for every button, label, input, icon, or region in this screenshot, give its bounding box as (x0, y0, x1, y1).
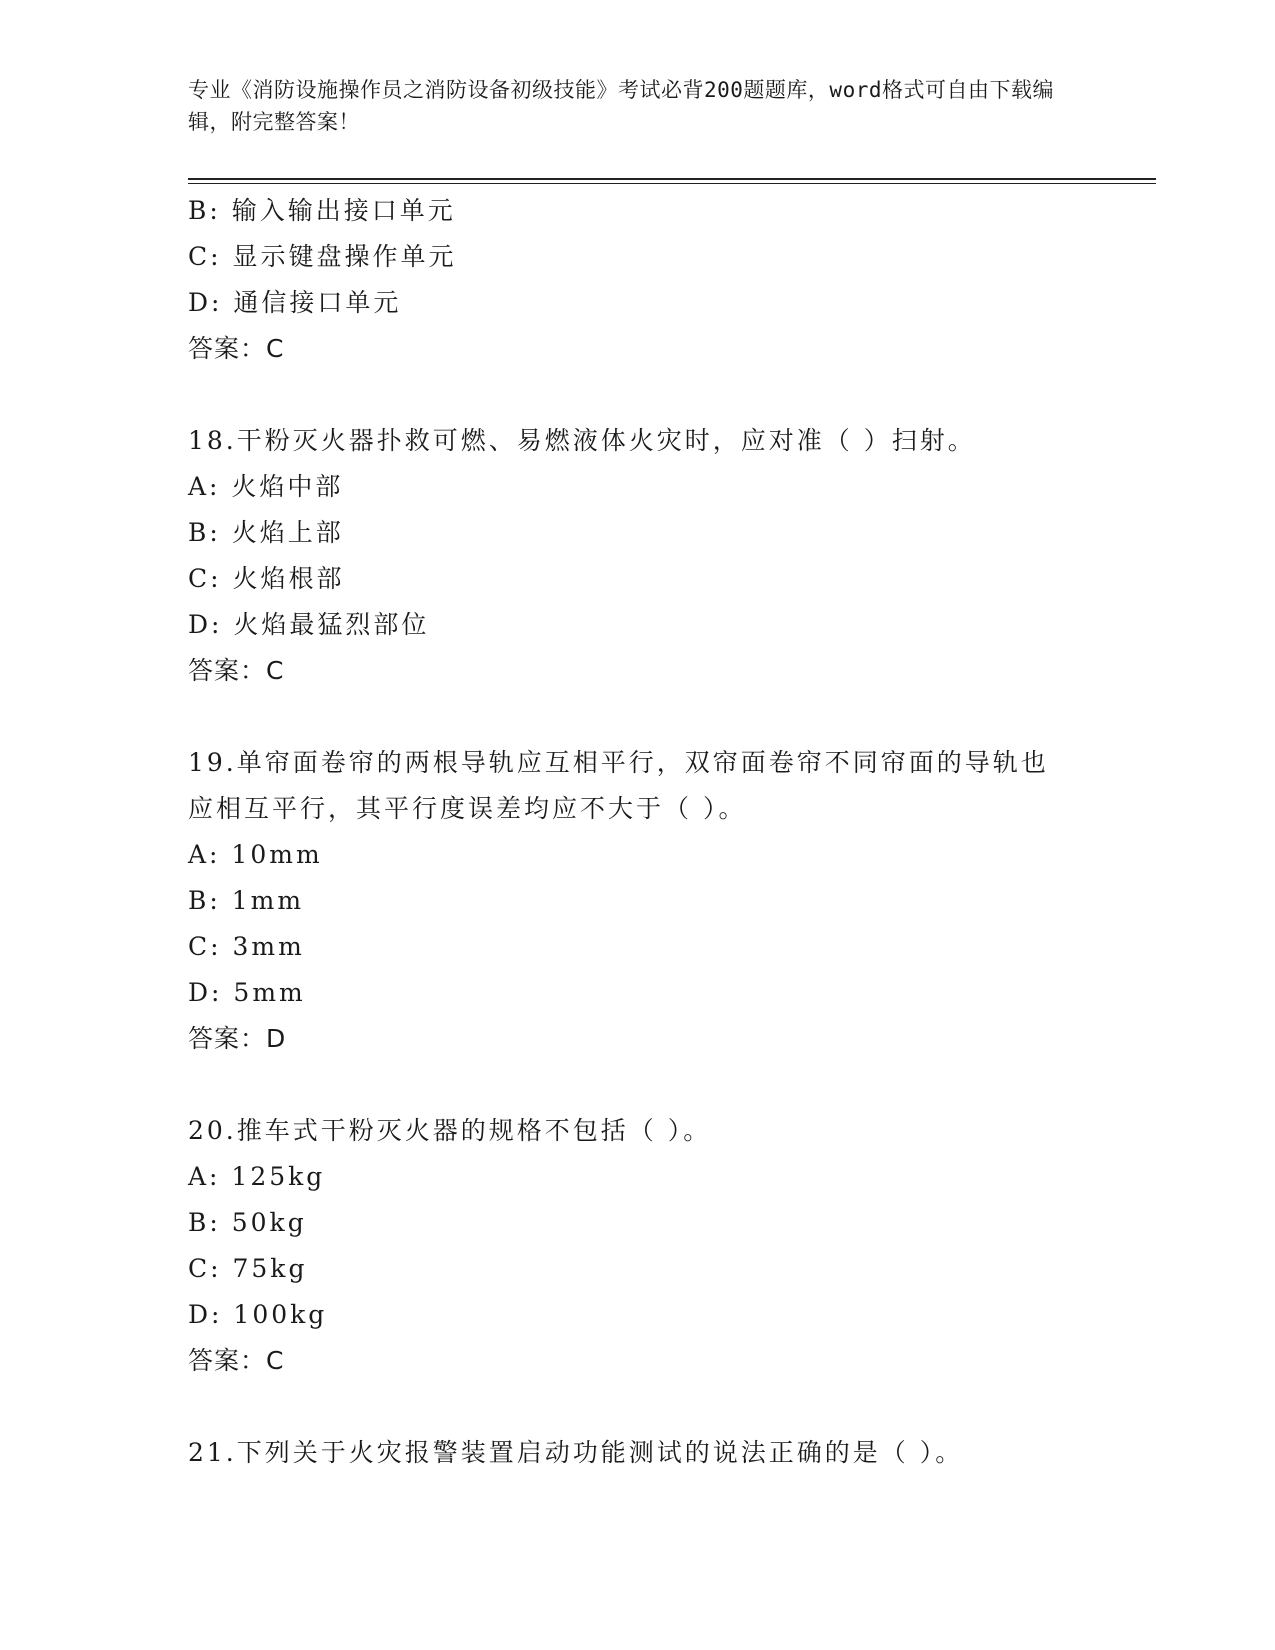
option-a: A: 10mm (188, 840, 323, 869)
question-text: 21.下列关于火灾报警装置启动功能测试的说法正确的是（ ）。 (188, 1438, 964, 1467)
header-rule-thick (188, 178, 1156, 180)
header-rule-thin (188, 183, 1156, 184)
answer: 答案：C (188, 1346, 285, 1375)
option-d: D: 100kg (188, 1300, 328, 1329)
question-17-tail (188, 188, 1088, 372)
option-a: A: 火焰中部 (188, 472, 344, 501)
question-text-line-1: 19.单帘面卷帘的两根导轨应互相平行，双帘面卷帘不同帘面的导轨也 (188, 748, 1049, 777)
question-20 (188, 1108, 1088, 1384)
question-18 (188, 418, 1088, 694)
option-d: D: 通信接口单元 (188, 288, 402, 317)
document-body (188, 188, 1088, 1476)
answer: 答案：C (188, 656, 285, 685)
question-text: 18.干粉灭火器扑救可燃、易燃液体火灾时，应对准（ ）扫射。 (188, 426, 976, 455)
option-b: B: 输入输出接口单元 (188, 196, 456, 225)
question-19 (188, 740, 1088, 1062)
question-text-line-2: 应相互平行，其平行度误差均应不大于（ ）。 (188, 794, 747, 823)
option-d: D: 5mm (188, 978, 306, 1007)
question-21 (188, 1430, 1088, 1476)
answer: 答案：D (188, 1024, 287, 1053)
option-c: C: 3mm (188, 932, 305, 961)
option-b: B: 50kg (188, 1208, 307, 1237)
option-b: B: 1mm (188, 886, 305, 915)
option-c: C: 75kg (188, 1254, 308, 1283)
answer: 答案：C (188, 334, 285, 363)
option-a: A: 125kg (188, 1162, 326, 1191)
option-c: C: 显示键盘操作单元 (188, 242, 457, 271)
option-d: D: 火焰最猛烈部位 (188, 610, 430, 639)
option-b: B: 火焰上部 (188, 518, 344, 547)
document-header: 专业《消防设施操作员之消防设备初级技能》考试必背200题题库，word格式可自由下载编辑，附完整答案！ (188, 78, 1054, 134)
question-text: 20.推车式干粉灭火器的规格不包括（ ）。 (188, 1116, 712, 1145)
option-c: C: 火焰根部 (188, 564, 345, 593)
